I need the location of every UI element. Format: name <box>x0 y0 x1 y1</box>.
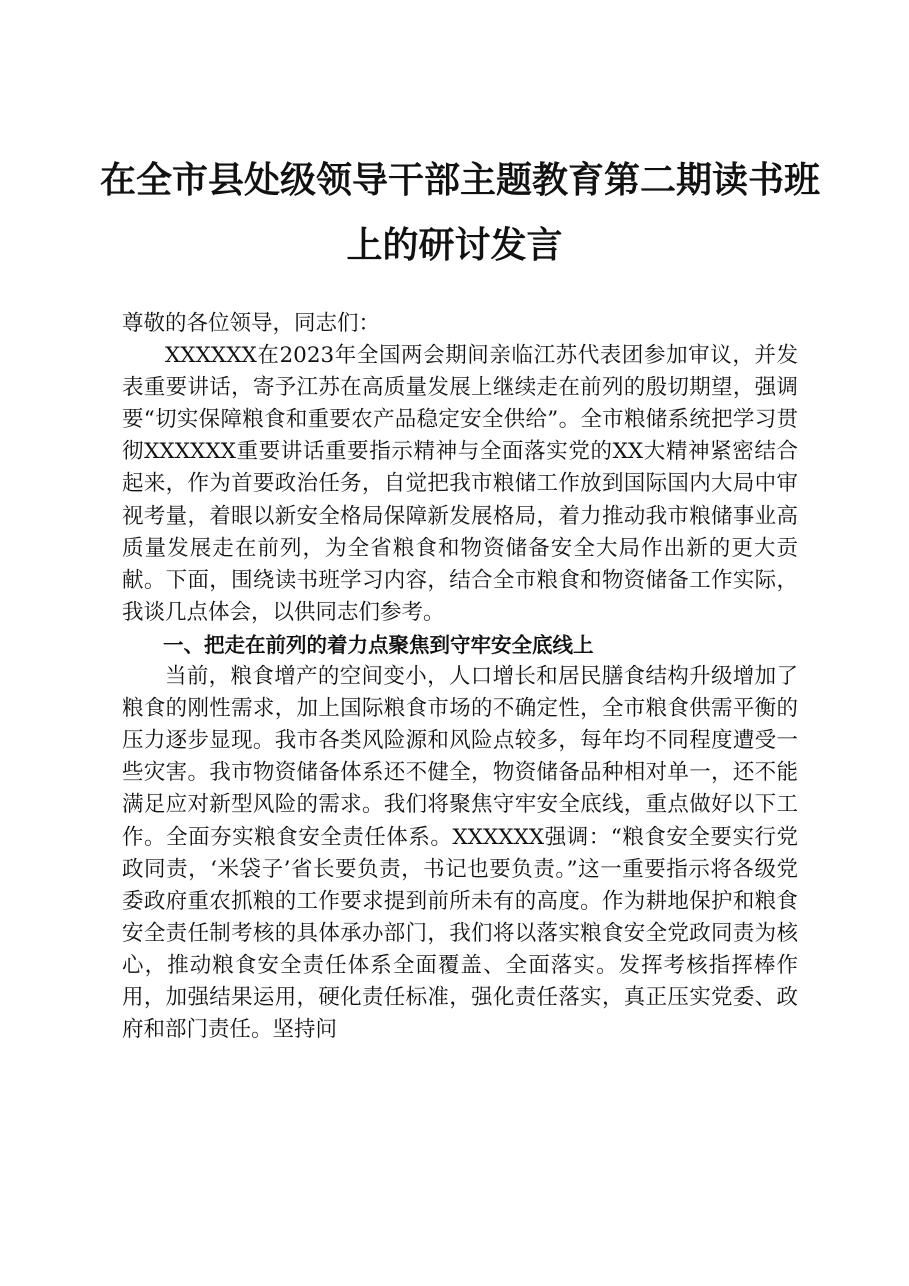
section-heading-1: 一、把走在前列的着力点聚焦到守牢安全底线上 <box>163 632 594 657</box>
paragraph-section-1: 当前，粮食增产的空间变小，人口增长和居民膳食结构升级增加了粮食的刚性需求，加上国际粮食市场的不确定性，全市粮食供需平衡的压力逐步显现。我市各类风险源和风险点较多，每年均不同程度遭受一些灾害。我市物资储备体系还不健全，物资储备品种相对单一，还不能满足应对新型风险的需求。我们将聚焦守牢安全底线，重点做好以下工作。全面夯实粮食安全责任体系。XXXXXX强调：“粮食安全要实行党政同责，‘米袋子’省长要负责，书记也要负责。”这一重要指示将各级党委政府重农抓粮的工作要求提到前所未有的高度。作为耕地保护和粮食安全责任制考核的具体承办部门，我们将以落实粮食安全党政同责为核心，推动粮食安全责任体系全面覆盖、全面落实。发挥考核指挥棒作用，加强结果运用，硬化责任标准，强化责任落实，真正压实党委、政府和部门责任。坚持问 <box>122 664 798 1043</box>
salutation: 尊敬的各位领导，同志们： <box>122 311 381 336</box>
paragraph-intro: XXXXXX在2023年全国两会期间亲临江苏代表团参加审议，并发表重要讲话，寄予江苏在高质量发展上继续走在前列的殷切期望，强调要“切实保障粮食和重要农产品稳定安全供给”。全市粮储系统把学习贯彻XXXXXX重要讲话重要指示精神与全面落实党的XX大精神紧密结合起来，作为首要政治任务，自觉把我市粮储工作放到国际国内大局中审视考量，着眼以新安全格局保障新发展格局，着力推动我市粮储事业高质量发展走在前列，为全省粮食和物资储备安全大局作出新的更大贡献。下面，围绕读书班学习内容，结合全市粮食和物资储备工作实际，我谈几点体会，以供同志们参考。 <box>122 343 798 625</box>
document-title-line-1: 在全市县处级领导干部主题教育第二期读书班 <box>100 159 821 201</box>
document-title-line-2: 上的研讨发言 <box>346 224 563 266</box>
document-body <box>122 308 798 1046</box>
